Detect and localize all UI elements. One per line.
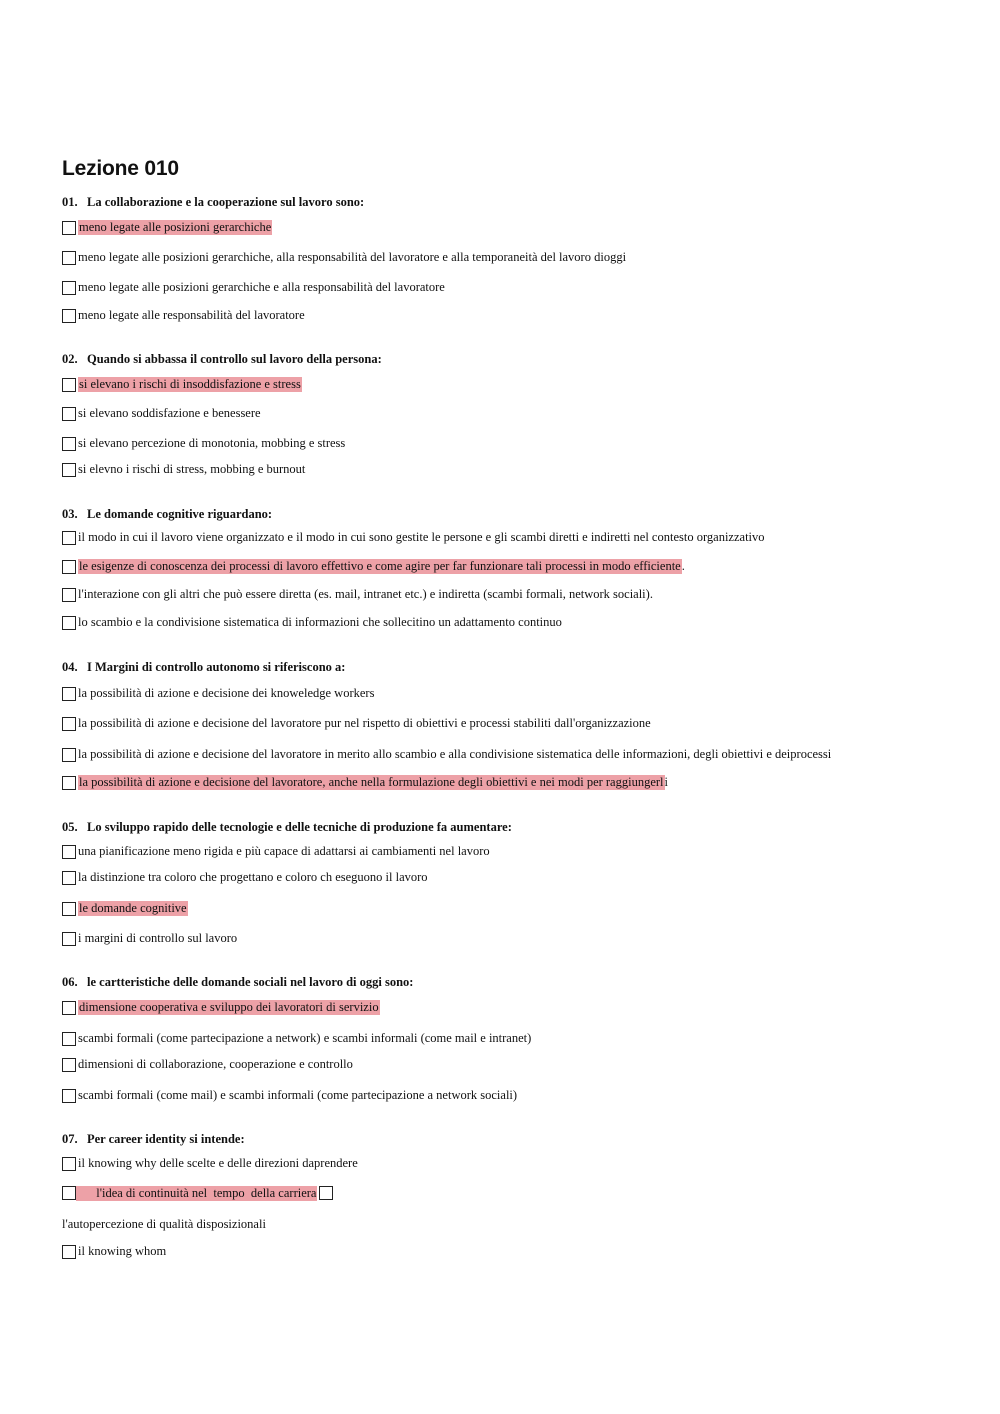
option-text: meno legate alle posizioni gerarchiche, alla responsabilità del lavoratore e alla temporaneità del lavoro dioggi (78, 250, 627, 264)
question-number: 07. (62, 1132, 78, 1146)
option-01-c[interactable] (62, 280, 445, 295)
option-text: l'interazione con gli altri che può essere diretta (es. mail, intranet etc.) e indiretta (scambi formali, network sociali). (78, 587, 653, 601)
option-text: la distinzione tra coloro che progettano e coloro ch eseguono il lavoro (78, 870, 428, 884)
option-text: la possibilità di azione e decisione del lavoratore pur nel rispetto di obiettivi e processi stabiliti dall'organizzazione (78, 716, 651, 730)
option-06-c[interactable] (62, 1057, 353, 1072)
checkbox[interactable] (62, 1089, 76, 1103)
option-06-a[interactable] (62, 1000, 380, 1015)
checkbox[interactable] (62, 221, 76, 235)
checkbox[interactable] (62, 871, 76, 885)
checkbox[interactable] (62, 463, 76, 477)
option-text: l'idea di continuità nel tempo della carriera (76, 1186, 317, 1201)
checkbox[interactable] (62, 1001, 76, 1015)
option-07-a[interactable] (62, 1156, 358, 1171)
checkbox[interactable] (62, 1245, 76, 1259)
option-02-c[interactable] (62, 436, 345, 451)
option-text: il modo in cui il lavoro viene organizzato e il modo in cui sono gestite le persone e gli scambi diretti e indiretti nel contesto organizzativo (78, 530, 765, 544)
option-text: si elevano soddisfazione e benessere (78, 406, 261, 420)
option-text: meno legate alle posizioni gerarchiche (79, 220, 272, 234)
question-number: 05. (62, 820, 78, 834)
option-05-c[interactable] (62, 901, 188, 916)
checkbox[interactable] (62, 616, 76, 630)
checkbox[interactable] (62, 1058, 76, 1072)
option-text: il knowing whom (78, 1244, 167, 1258)
question-text: I Margini di controllo autonomo si riferiscono a: (87, 660, 346, 674)
checkbox[interactable] (62, 560, 76, 574)
option-01-b[interactable] (62, 250, 626, 265)
option-text: la possibilità di azione e decisione dei knoweledge workers (78, 686, 375, 700)
option-01-a[interactable] (62, 220, 272, 235)
checkbox[interactable] (62, 1157, 76, 1171)
question-number: 04. (62, 660, 78, 674)
option-text-tail: i (664, 775, 668, 789)
option-03-c[interactable] (62, 587, 653, 602)
option-text: lo scambio e la condivisione sistematica di informazioni che sollecitino un adattamento continuo (78, 615, 562, 629)
checkbox[interactable] (62, 748, 76, 762)
option-07-b[interactable] (62, 1186, 335, 1201)
option-04-d[interactable] (62, 775, 668, 790)
option-07-c-text: l'autopercezione di qualità disposizionali (62, 1217, 266, 1231)
option-03-d[interactable] (62, 615, 562, 630)
option-03-a[interactable] (62, 530, 765, 545)
option-06-b[interactable] (62, 1031, 531, 1046)
option-04-b[interactable] (62, 716, 651, 731)
checkbox[interactable] (62, 1032, 76, 1046)
checkbox[interactable] (62, 588, 76, 602)
option-text: meno legate alle posizioni gerarchiche e alla responsabilità del lavoratore (78, 280, 445, 294)
option-text: si elevano percezione di monotonia, mobbing e stress (78, 436, 346, 450)
question-number: 03. (62, 507, 78, 521)
question-01 (62, 195, 364, 210)
option-text: le domande cognitive (79, 901, 187, 915)
option-02-b[interactable] (62, 406, 261, 421)
option-04-a[interactable] (62, 686, 374, 701)
option-text: scambi formali (come mail) e scambi informali (come partecipazione a network sociali) (78, 1088, 518, 1102)
checkbox[interactable] (62, 378, 76, 392)
option-text: dimensioni di collaborazione, cooperazione e controllo (78, 1057, 353, 1071)
question-06 (62, 975, 413, 990)
checkbox[interactable] (62, 309, 76, 323)
option-text: dimensione cooperativa e sviluppo dei lavoratori di servizio (79, 1000, 379, 1014)
option-text: i margini di controllo sul lavoro (78, 931, 238, 945)
option-text: meno legate alle responsabilità del lavoratore (78, 308, 305, 322)
option-text: il knowing why delle scelte e delle direzioni daprendere (78, 1156, 358, 1170)
question-05 (62, 820, 512, 835)
option-05-b[interactable] (62, 870, 428, 885)
option-text: una pianificazione meno rigida e più capace di adattarsi ai cambiamenti nel lavoro (78, 844, 490, 858)
question-03 (62, 507, 272, 522)
checkbox[interactable] (62, 531, 76, 545)
question-07 (62, 1132, 245, 1147)
option-04-c[interactable] (62, 747, 831, 762)
question-text: Per career identity si intende: (87, 1132, 245, 1146)
checkbox[interactable] (62, 281, 76, 295)
checkbox[interactable] (62, 687, 76, 701)
checkbox[interactable] (62, 932, 76, 946)
option-02-d[interactable] (62, 462, 305, 477)
option-text: si elevano i rischi di insoddisfazione e stress (79, 377, 301, 391)
option-text: si elevno i rischi di stress, mobbing e burnout (78, 462, 306, 476)
option-01-d[interactable] (62, 308, 305, 323)
option-text: la possibilità di azione e decisione del lavoratore, anche nella formulazione degli obiettivi e nei modi per raggiungerl (79, 775, 664, 789)
option-07-d[interactable] (62, 1244, 166, 1259)
option-text: la possibilità di azione e decisione del lavoratore in merito allo scambio e alla condivisione sistematica delle informazioni, degli obiettivi e deiprocessi (78, 747, 832, 761)
question-number: 02. (62, 352, 78, 366)
checkbox[interactable] (62, 902, 76, 916)
checkbox[interactable] (62, 437, 76, 451)
option-text: scambi formali (come partecipazione a network) e scambi informali (come mail e intranet) (78, 1031, 532, 1045)
checkbox[interactable] (319, 1186, 333, 1200)
question-number: 06. (62, 975, 78, 989)
question-02 (62, 352, 382, 367)
question-text: La collaborazione e la cooperazione sul lavoro sono: (87, 195, 365, 209)
checkbox[interactable] (62, 717, 76, 731)
checkbox[interactable] (62, 845, 76, 859)
checkbox[interactable] (62, 407, 76, 421)
option-05-a[interactable] (62, 844, 490, 859)
checkbox[interactable] (62, 251, 76, 265)
option-text-tail: . (681, 559, 685, 573)
question-04 (62, 660, 345, 675)
page-title: Lezione 010 (62, 157, 179, 180)
question-number: 01. (62, 195, 78, 209)
option-02-a[interactable] (62, 377, 302, 392)
question-text: Le domande cognitive riguardano: (87, 507, 273, 521)
question-text: Lo sviluppo rapido delle tecnologie e delle tecniche di produzione fa aumentare: (87, 820, 512, 834)
option-05-d[interactable] (62, 931, 237, 946)
question-text: le cartteristiche delle domande sociali nel lavoro di oggi sono: (87, 975, 414, 989)
checkbox[interactable] (62, 776, 76, 790)
option-06-d[interactable] (62, 1088, 517, 1103)
question-text: Quando si abbassa il controllo sul lavoro della persona: (87, 352, 382, 366)
option-03-b[interactable] (62, 559, 685, 574)
checkbox[interactable] (62, 1186, 76, 1200)
option-text: le esigenze di conoscenza dei processi di lavoro effettivo e come agire per far funzionare tali processi in modo efficiente (79, 559, 681, 573)
